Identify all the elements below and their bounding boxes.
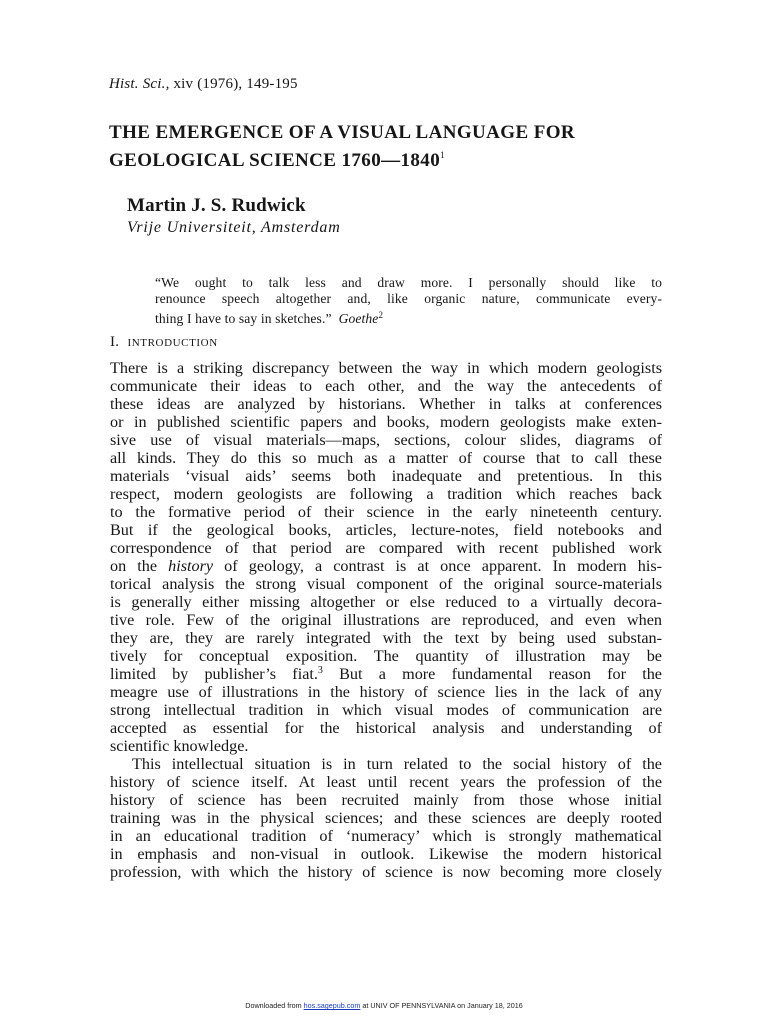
title-line-2-text: GEOLOGICAL SCIENCE 1760—1840 xyxy=(109,150,441,171)
author-name: Martin J. S. Rudwick xyxy=(127,195,306,216)
title-line-1: THE EMERGENCE OF A VISUAL LANGUAGE FOR xyxy=(109,122,575,143)
epigraph-line: renounce speech altogether and, like organic nature, communicate every- xyxy=(155,291,662,306)
download-footer xyxy=(0,1001,768,1010)
footer-suffix: at UNIV OF PENNSYLVANIA on January 18, 2016 xyxy=(360,1001,523,1010)
epigraph-line-final xyxy=(155,307,662,327)
epigraph-quote xyxy=(155,275,662,327)
text-line: sive use of visual materials—maps, sections, colour slides, diagrams of xyxy=(110,431,662,449)
text-line: correspondence of that period are compared with recent published work xyxy=(110,539,662,557)
text-line: or in published scientific papers and books, modern geologists make exten- xyxy=(110,413,662,431)
journal-abbrev: Hist. Sci., xyxy=(109,76,170,92)
text-line: to the formative period of their science in the early nineteenth century. xyxy=(110,503,662,521)
volume-pages: xiv (1976), 149-195 xyxy=(173,76,298,92)
text-line: tive role. Few of the original illustrations are reproduced, and even when xyxy=(110,611,662,629)
text-line: history of science has been recruited mainly from those whose initial xyxy=(110,791,662,809)
epigraph-line: thing I have to say in sketches.” xyxy=(155,311,332,326)
epigraph-line: “We ought to talk less and draw more. I personally should like to xyxy=(155,275,662,290)
footer-prefix: Downloaded from xyxy=(245,1001,304,1010)
text-run: on the xyxy=(110,557,169,575)
section-number: I. xyxy=(110,334,120,350)
text-line: these ideas are analyzed by historians. Whether in talks at conferences xyxy=(110,395,662,413)
text-run: But a more fundamental reason for the xyxy=(322,665,662,683)
text-line: profession, with which the history of science is now becoming more closely xyxy=(110,863,662,881)
text-line: meagre use of illustrations in the history of science lies in the lack of any xyxy=(110,683,662,701)
text-line xyxy=(110,665,662,683)
section-title: INTRODUCTION xyxy=(127,337,218,349)
text-line: torical analysis the strong visual component of the original source-materials xyxy=(110,575,662,593)
author-affiliation: Vrije Universiteit, Amsterdam xyxy=(127,219,341,236)
source-link[interactable]: hos.sagepub.com xyxy=(303,1001,361,1010)
text-line: in an educational tradition of ‘numeracy’ which is strongly mathematical xyxy=(110,827,662,845)
text-line: There is a striking discrepancy between the way in which modern geologists xyxy=(110,359,662,377)
text-line xyxy=(110,557,662,575)
text-line: they are, they are rarely integrated with the text by being used substan- xyxy=(110,629,662,647)
journal-citation xyxy=(109,76,298,93)
title-line-2 xyxy=(109,144,669,172)
title-footnote-marker[interactable]: 1 xyxy=(440,150,445,160)
emphasis-history: history xyxy=(168,557,214,575)
epigraph-attribution: Goethe xyxy=(338,311,379,326)
text-line: in emphasis and non-visual in outlook. Likewise the modern historical xyxy=(110,845,662,863)
text-line: tively for conceptual exposition. The quantity of illustration may be xyxy=(110,647,662,665)
text-run: of geology, a contrast is at once apparent. In modern his- xyxy=(213,557,663,575)
text-line: training was in the physical sciences; and these sciences are deeply rooted xyxy=(110,809,662,827)
text-line: scientific knowledge. xyxy=(110,737,249,755)
epigraph-footnote-marker[interactable]: 2 xyxy=(378,310,384,320)
text-line: materials ‘visual aids’ seems both inadequate and pretentious. In this xyxy=(110,467,662,485)
text-line: all kinds. They do this so much as a matter of course that to call these xyxy=(110,449,662,467)
article-title xyxy=(109,121,669,172)
text-line: history of science itself. At least until recent years the profession of the xyxy=(110,773,662,791)
footnote-marker-3[interactable]: 3 xyxy=(317,665,323,676)
text-line: respect, modern geologists are following a tradition which reaches back xyxy=(110,485,662,503)
text-line: This intellectual situation is in turn related to the social history of the xyxy=(132,755,662,773)
body-text xyxy=(110,359,662,881)
text-line: But if the geological books, articles, lecture-notes, field notebooks and xyxy=(110,521,662,539)
section-heading xyxy=(110,334,218,351)
text-line: is generally either missing altogether or else reduced to a virtually decora- xyxy=(110,593,662,611)
text-line: communicate their ideas to each other, and the way the antecedents of xyxy=(110,377,662,395)
text-line: strong intellectual tradition in which visual modes of communication are xyxy=(110,701,662,719)
text-run: limited by publisher’s fiat. xyxy=(110,665,318,683)
text-line: accepted as essential for the historical analysis and understanding of xyxy=(110,719,662,737)
